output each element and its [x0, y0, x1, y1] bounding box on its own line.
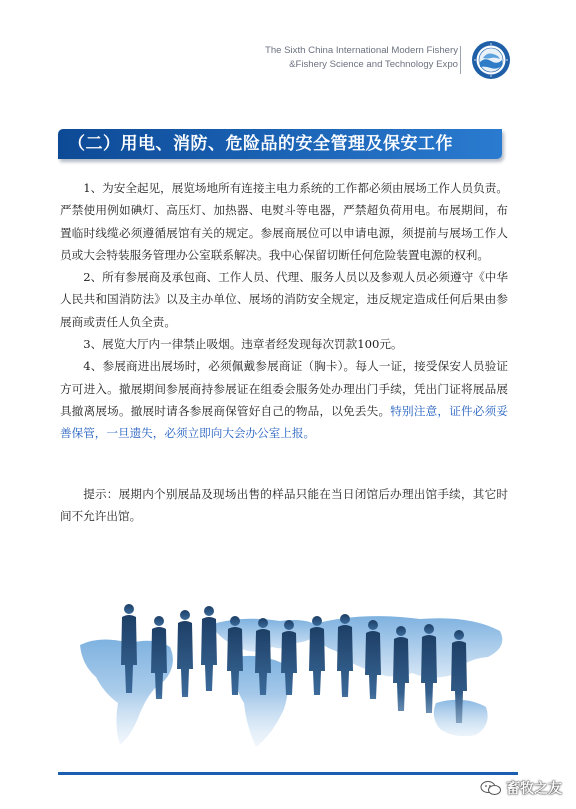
paragraph-electricity: 1、为安全起见，展览场地所有连接主电力系统的工作都必须由展场工作人员负责。严禁使用例如碘灯、高压灯、加热器、电熨斗等电器，严禁超负荷用电。布展期间，布置临时线缆必须遵循展馆有关的规定。参展商展位可以申请电源，须提前与展场工作人员或大会特装服务管理办公室联系解决。我中心保留切断任何危险装置电源的权利。: [60, 181, 508, 262]
wechat-icon: [480, 779, 502, 797]
expo-name-line1: The Sixth China International Modern Fishery: [264, 45, 458, 56]
expo-seal-logo: [471, 40, 511, 80]
paragraph-fire-safety: 2、所有参展商及承包商、工作人员、代理、服务人员以及参观人员必须遵守《中华人民共和国消防法》以及主办单位、展场的消防安全规定，违反规定造成任何后果由参展商或责任人负全责。: [60, 270, 508, 329]
section-title: （二）用电、消防、危险品的安全管理及保安工作: [68, 134, 453, 154]
paragraph-exhibitor-badge: [60, 355, 508, 444]
expo-name-line2: &Fishery Science and Technology Expo: [289, 59, 458, 70]
header-divider: [460, 46, 461, 74]
paragraph-no-smoking: 3、展览大厅内一律禁止吸烟。违章者经发现每次罚款100元。: [83, 337, 403, 352]
footer-bar: [58, 772, 518, 775]
body-text: [60, 177, 508, 445]
business-people-world-map-illustration: [60, 585, 516, 765]
badge-warning-highlight: 特别注意，证件必须妥善保管，一旦遗失，必须立即向大会办公室上报。: [60, 403, 508, 441]
note-text: 提示：展期内个别展品及现场出售的样品只能在当日闭馆后办理出馆手续，其它时间不允许出馆。: [60, 487, 508, 524]
badge-rules-text: 4、参展商进出展场时，必须佩戴参展商证（胸卡）。每人一证，接受保安人员验证方可进入。撤展期间参展商持参展证在组委会服务处办理出门手续，凭出门证将展品展具撤离展场。撤展时请各参展商保管好自己的物品，以免丢失。: [60, 359, 508, 418]
note-block: [60, 483, 508, 528]
section-banner: [58, 129, 502, 159]
watermark-text: 畜牧之友: [506, 781, 562, 797]
watermark: [480, 776, 562, 800]
expo-header: [198, 44, 458, 72]
